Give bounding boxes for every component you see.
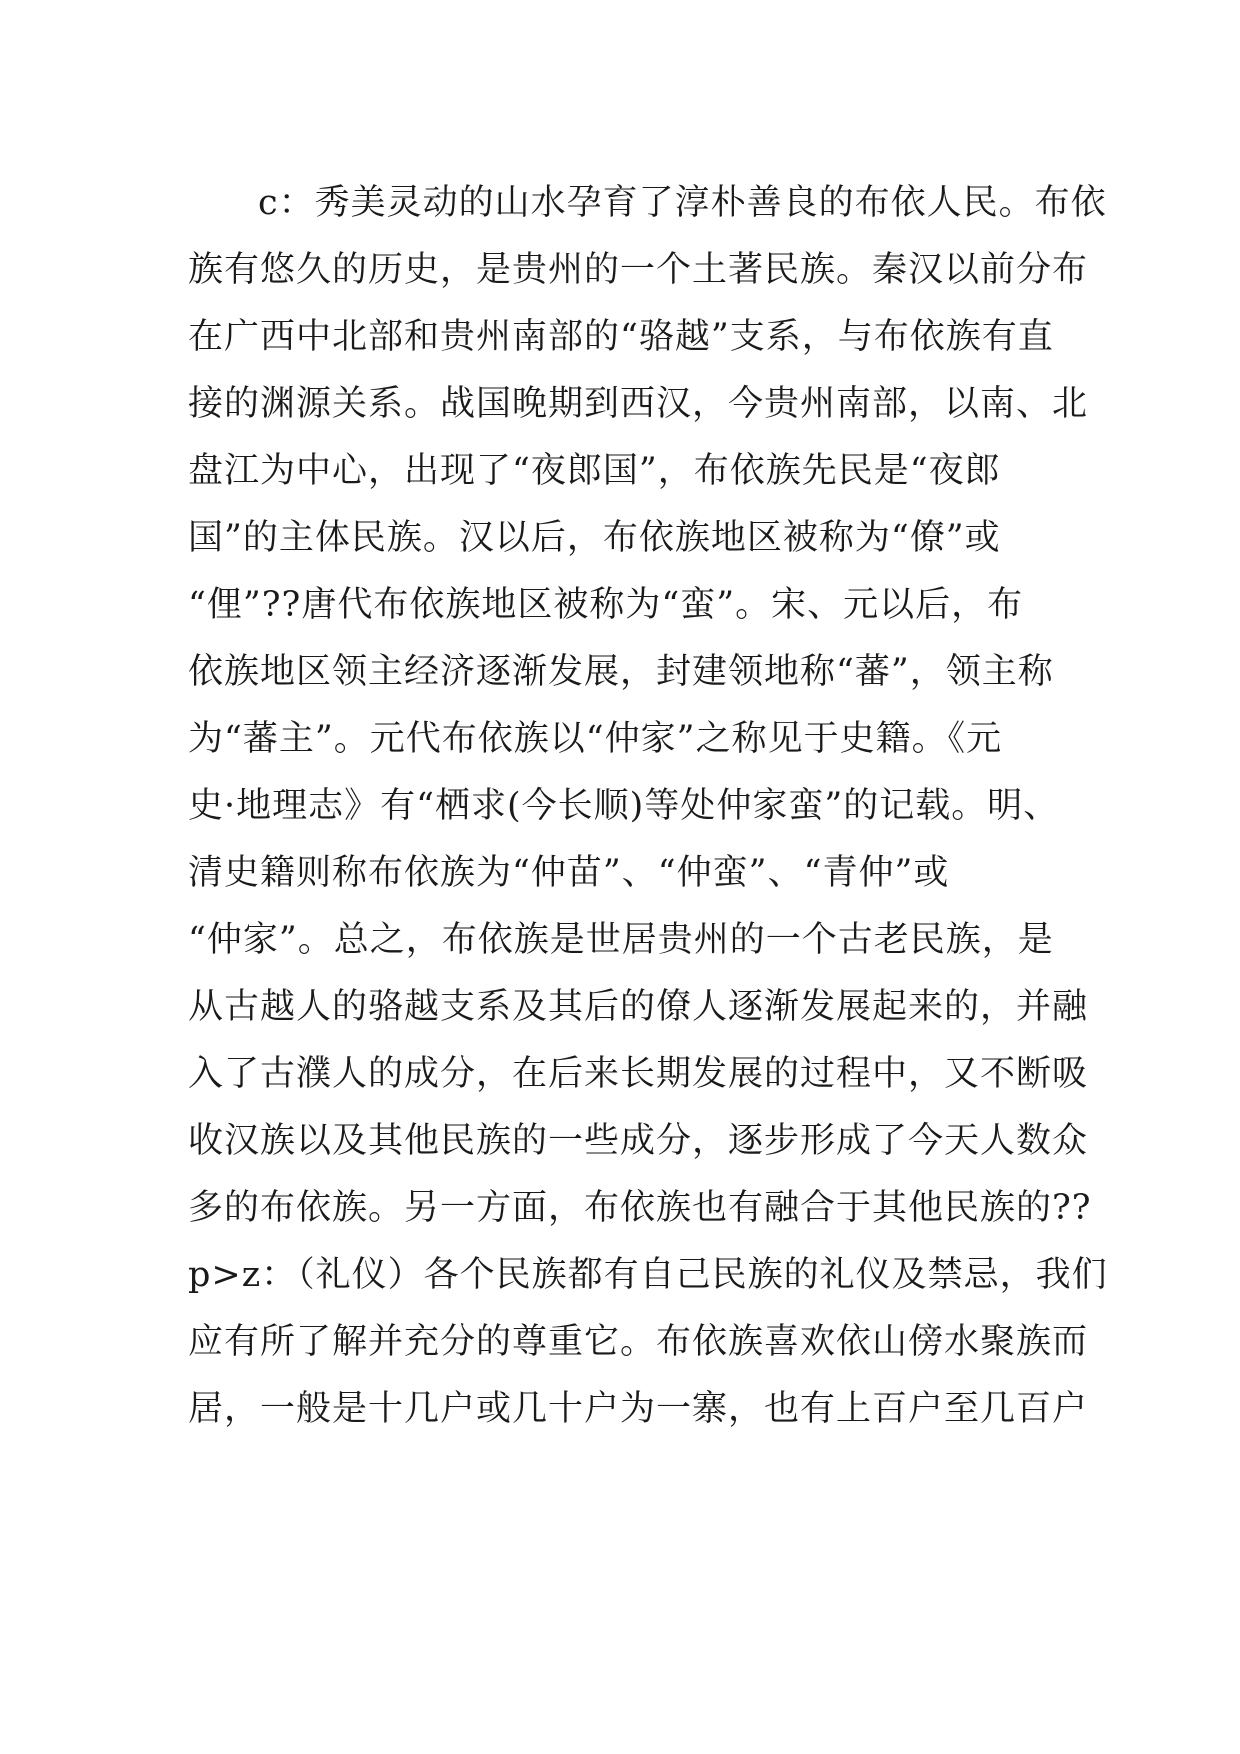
text-line: 应有所了解并充分的尊重它。布依族喜欢依山傍水聚族而 (188, 1322, 1089, 1362)
text-line: 居，一般是十几户或几十户为一寨，也有上百户至几百户 (188, 1389, 1089, 1429)
text-line: p>z：（礼仪）各个民族都有自己民族的礼仪及禁忌，我们 (188, 1255, 1108, 1295)
text-line: 多的布依族。另一方面，布依族也有融合于其他民族的?? (188, 1188, 1092, 1228)
text-line: 国”的主体民族。汉以后，布依族地区被称为“僚”或 (188, 518, 1001, 558)
text-line: 为“蕃主”。元代布依族以“仲家”之称见于史籍。《元 (188, 719, 1003, 759)
text-line: 在广西中北部和贵州南部的“骆越”支系，与布依族有直 (188, 317, 1054, 357)
text-line: “仲家”。总之，布依族是世居贵州的一个古老民族，是 (188, 920, 1054, 960)
text-line: c：秀美灵动的山水孕育了淳朴善良的布依人民。布依 (258, 183, 1107, 223)
text-line: 史·地理志》有“栖求(今长顺)等处仲家蛮”的记载。明、 (188, 786, 1060, 826)
body-text (188, 170, 1108, 1443)
text-line: 从古越人的骆越支系及其后的僚人逐渐发展起来的，并融 (188, 987, 1089, 1027)
text-line: 清史籍则称布依族为“仲苗”、“仲蛮”、“青仲”或 (188, 853, 950, 893)
text-line: 依族地区领主经济逐渐发展，封建领地称“蕃”，领主称 (188, 652, 1054, 692)
text-line: 接的渊源关系。战国晚期到西汉，今贵州南部，以南、北 (188, 384, 1089, 424)
text-line: 盘江为中心，出现了“夜郎国”，布依族先民是“夜郎 (188, 451, 1001, 491)
text-line: 族有悠久的历史，是贵州的一个土著民族。秦汉以前分布 (188, 250, 1089, 290)
text-line: 收汉族以及其他民族的一些成分，逐步形成了今天人数众 (188, 1121, 1089, 1161)
text-line: “俚”??唐代布依族地区被称为“蛮”。宋、元以后，布 (188, 585, 1024, 625)
text-line: 入了古濮人的成分，在后来长期发展的过程中，又不断吸 (188, 1054, 1089, 1094)
